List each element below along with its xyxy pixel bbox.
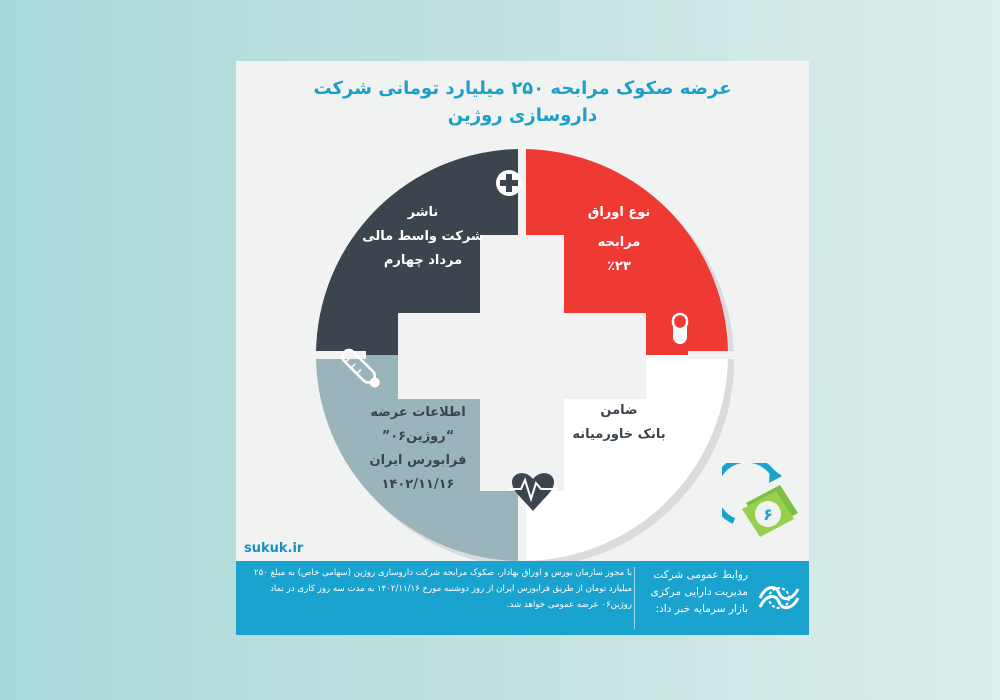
type-line-1: مرابحه bbox=[597, 235, 641, 250]
infographic-card bbox=[236, 61, 809, 635]
footer-source-line-2: مدیریت دارایی مرکزی bbox=[650, 586, 748, 598]
company-logo-icon bbox=[756, 575, 802, 621]
segment-offering bbox=[358, 401, 478, 497]
medical-cross-icon bbox=[496, 170, 522, 196]
footer-source bbox=[588, 567, 748, 618]
badge-number: ۶ bbox=[763, 505, 773, 524]
offering-heading: اطلاعات عرضه bbox=[370, 405, 466, 420]
gap-right bbox=[688, 351, 748, 359]
title-line-2: داروسازی روژین bbox=[447, 105, 598, 126]
segment-publisher bbox=[348, 201, 498, 273]
footer-banner bbox=[236, 561, 809, 635]
publisher-line-1: شرکت واسط مالی bbox=[362, 229, 484, 244]
guarantor-line-1: بانک خاورمیانه bbox=[572, 427, 666, 442]
footer-body: با مجوز سازمان بورس و اوراق بهادار، صکوک مرابحه شرکت داروسازی روژین (سهامی خاص) به مبلغ ۲۵۰ میلیارد تومان از طریق فرابورس ایران از روز دوشنبه مورخ ۱۴۰۲/۱۱/۱۶ به مدت سه روز کاری در نماد روژین۰۶ عرضه عمومی خواهد شد. bbox=[254, 568, 632, 610]
site-url: sukuk.ir bbox=[244, 541, 304, 556]
footer-source-line-3: بازار سرمایه خبر داد: bbox=[655, 603, 748, 615]
guarantor-heading: ضامن bbox=[600, 403, 638, 418]
offering-line-3: ۱۴۰۲/۱۱/۱۶ bbox=[381, 477, 455, 492]
type-heading: نوع اوراق bbox=[587, 205, 651, 220]
segment-guarantor bbox=[554, 399, 684, 447]
footer-source-line-1: روابط عمومی شرکت bbox=[653, 569, 748, 581]
publisher-heading: ناشر bbox=[407, 205, 439, 220]
segment-type bbox=[554, 201, 684, 279]
title-line-1: عرضه صکوک مرابحه ۲۵۰ میلیارد تومانی شرکت bbox=[313, 78, 732, 99]
publisher-line-2: مرداد چهارم bbox=[383, 253, 463, 268]
offering-line-2: فرابورس ایران bbox=[369, 453, 467, 468]
offering-line-1: “روژین۰۶” bbox=[381, 429, 455, 444]
pill-icon bbox=[673, 314, 687, 344]
money-badge-icon bbox=[722, 463, 806, 547]
type-line-2: ٪۲۳ bbox=[607, 259, 631, 274]
